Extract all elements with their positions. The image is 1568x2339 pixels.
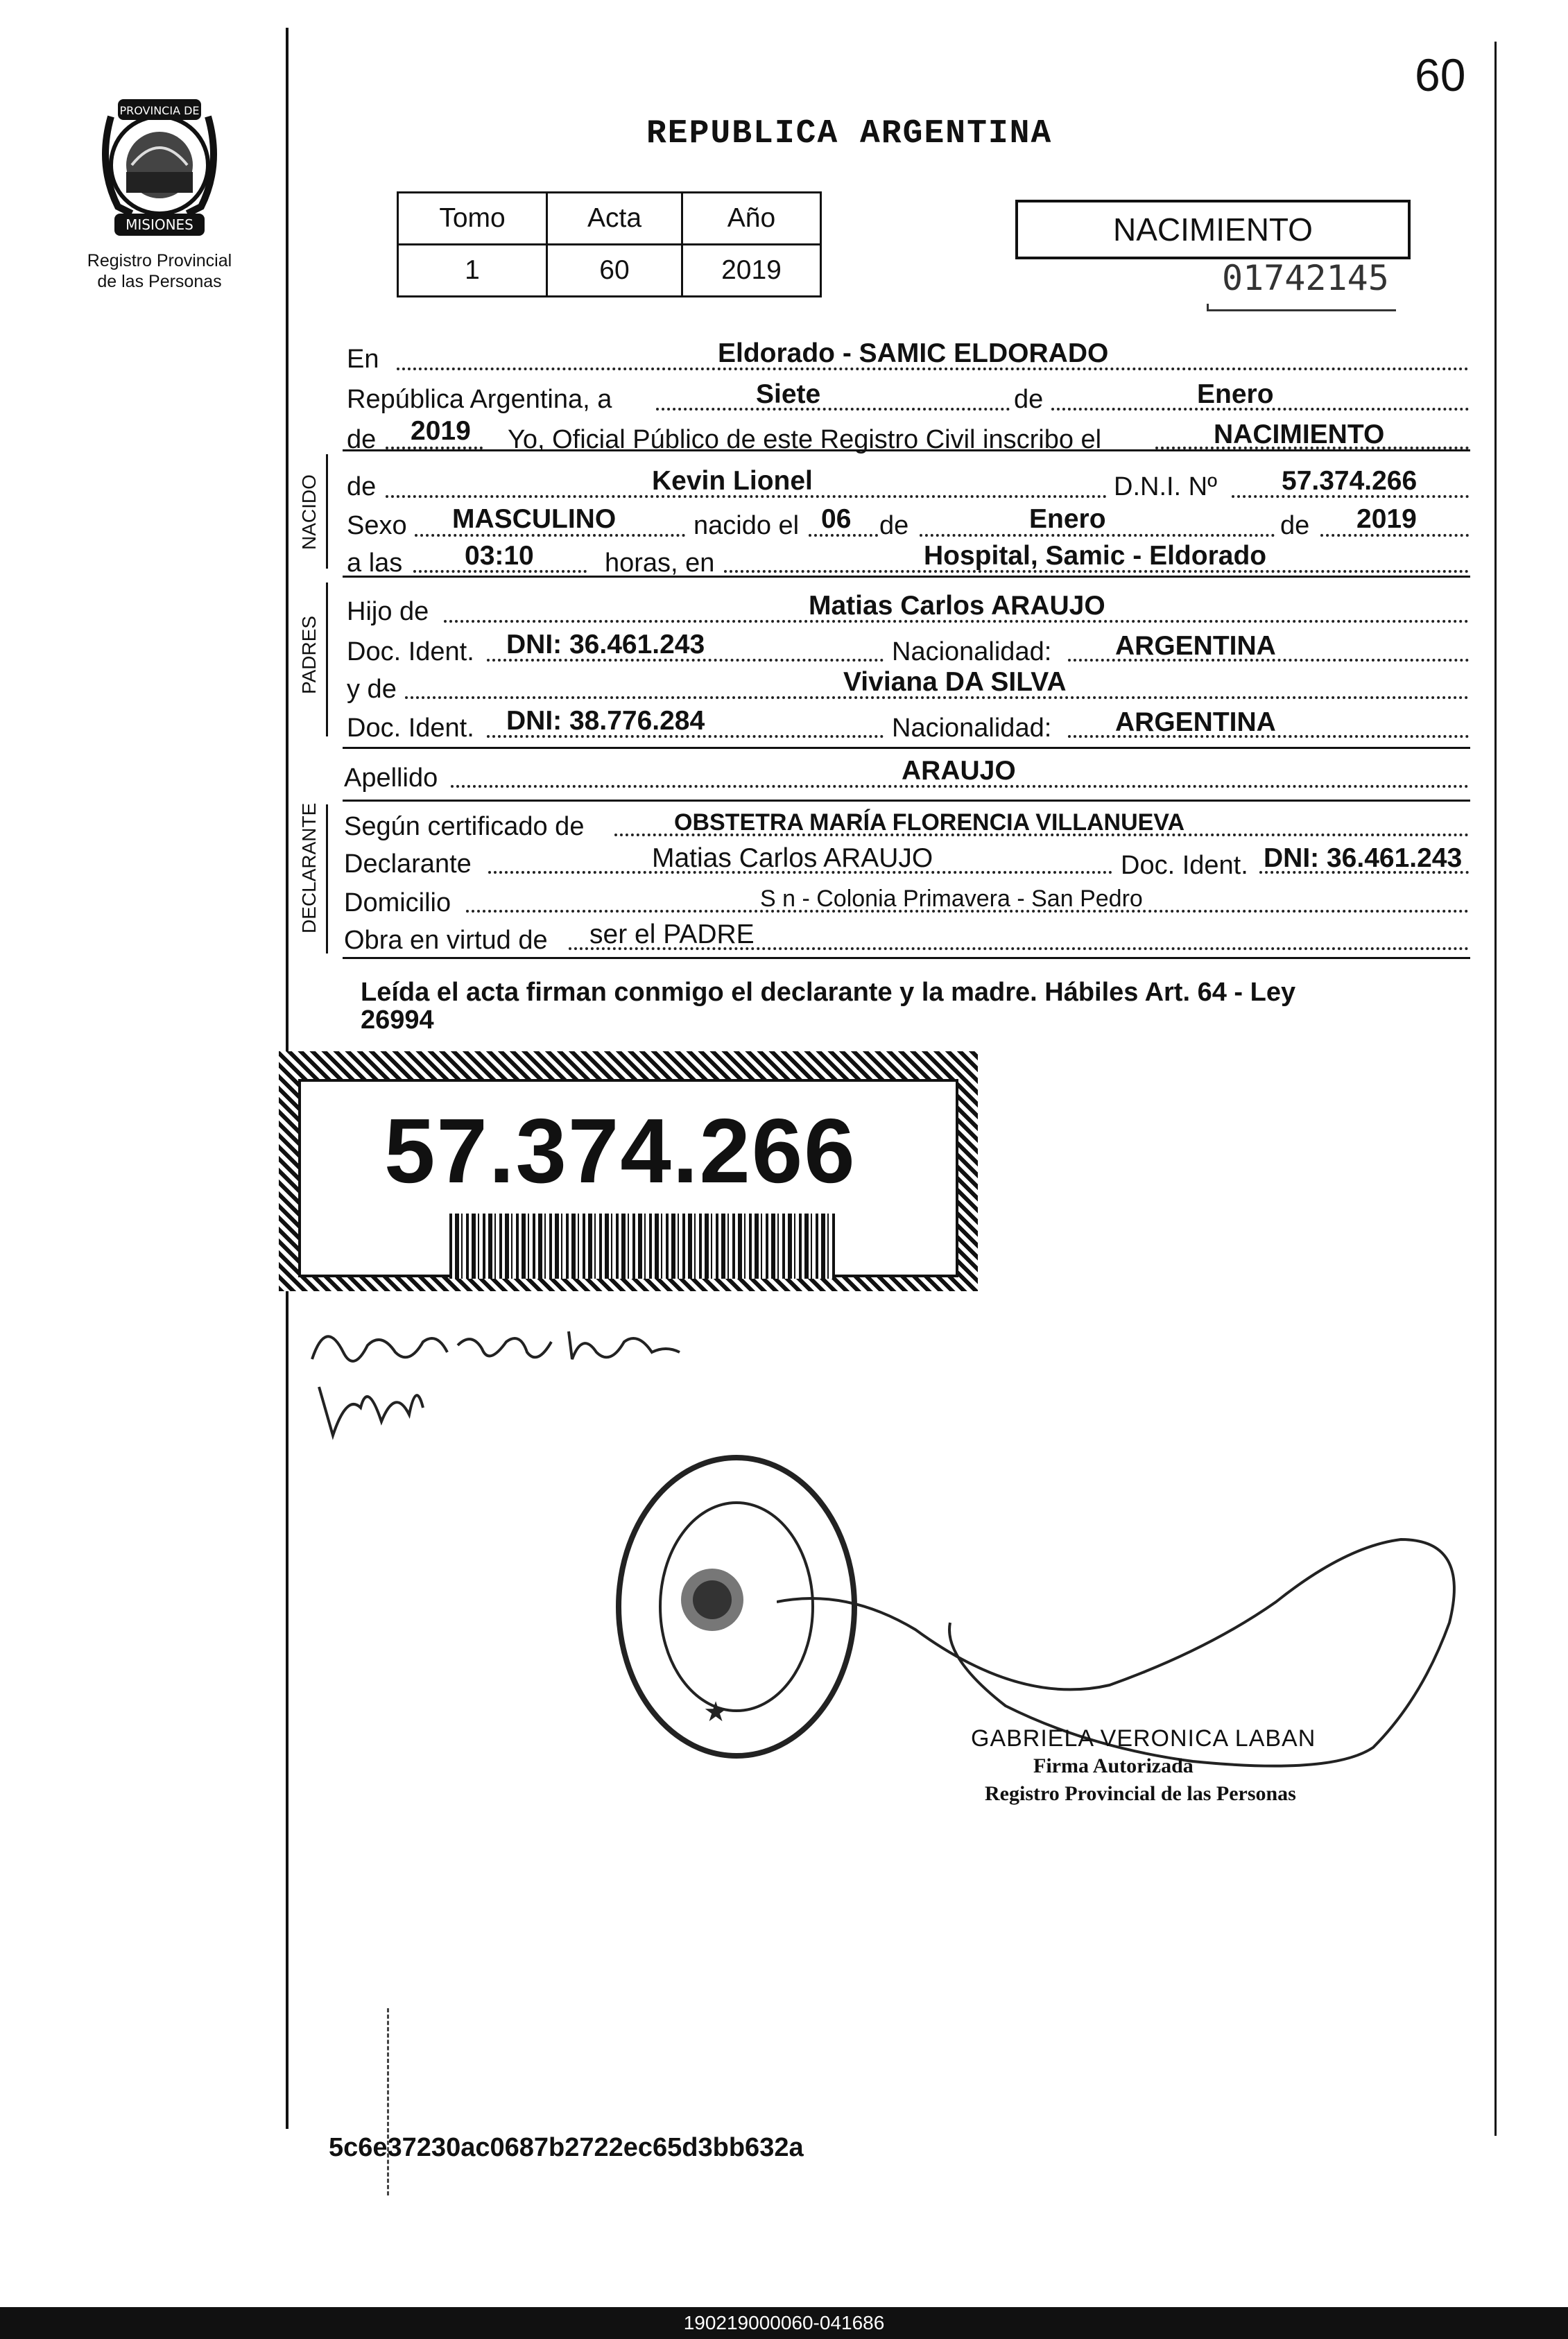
dots-anio	[386, 447, 483, 449]
rule-3	[343, 747, 1470, 749]
value-mes-registro: Enero	[1197, 379, 1274, 409]
label-republica: República Argentina, a	[347, 385, 612, 414]
label-de-mes-nac: de	[879, 511, 909, 540]
value-anio-registro: 2019	[411, 416, 471, 446]
footer-code: 190219000060-041686	[683, 2312, 885, 2333]
label-doc-ident-declarante: Doc. Ident.	[1121, 851, 1248, 880]
table-value-acta: 60	[547, 245, 682, 297]
value-padre: Matias Carlos ARAUJO	[809, 591, 1105, 621]
label-nacionalidad-madre: Nacionalidad:	[892, 714, 1052, 743]
value-obra-en-virtud: ser el PADRE	[589, 920, 755, 949]
table-value-anio: 2019	[682, 245, 821, 297]
label-doc-ident-madre: Doc. Ident.	[347, 714, 474, 743]
id-barcode	[449, 1214, 835, 1279]
label-yo-oficial: Yo, Oficial Público de este Registro Civil inscribo el	[508, 425, 1102, 454]
value-madre: Viviana DA SILVA	[843, 667, 1067, 697]
dots-dia	[656, 408, 1010, 411]
value-padre-doc: DNI: 36.461.243	[506, 630, 705, 659]
record-type-box	[1015, 200, 1411, 259]
label-de-mes: de	[1014, 385, 1044, 414]
label-nacionalidad-padre: Nacionalidad:	[892, 637, 1052, 666]
side-label-padres: PADRES	[298, 615, 320, 694]
id-label-number: 57.374.266	[384, 1100, 856, 1202]
value-anio-nacimiento: 2019	[1356, 504, 1417, 534]
leida-line-2: 26994	[361, 1005, 434, 1035]
label-segun-certificado: Según certificado de	[344, 812, 585, 841]
id-label-inner	[298, 1079, 958, 1277]
label-de-anio-nac: de	[1280, 511, 1310, 540]
value-certificado: OBSTETRA MARÍA FLORENCIA VILLANUEVA	[674, 809, 1185, 836]
value-madre-doc: DNI: 38.776.284	[506, 706, 705, 736]
label-domicilio: Domicilio	[344, 888, 451, 917]
declarant-signature	[305, 1304, 693, 1456]
signer-name: GABRIELA VERONICA LABAN	[971, 1725, 1316, 1752]
value-tipo-inscripcion: NACIMIENTO	[1214, 420, 1385, 449]
svg-text:★: ★	[703, 1696, 728, 1728]
value-mes-nacimiento: Enero	[1029, 504, 1106, 534]
table-header-anio: Año	[682, 193, 821, 245]
label-nacido-el: nacido el	[693, 511, 800, 540]
label-a-las: a las	[347, 549, 403, 578]
svg-text:MISIONES: MISIONES	[126, 216, 193, 233]
value-dia-nacimiento: 06	[821, 504, 852, 534]
nacido-bracket	[326, 454, 328, 569]
value-hora: 03:10	[465, 541, 534, 571]
label-de-anio: de	[347, 425, 377, 454]
rule-4	[343, 800, 1470, 802]
side-label-declarante: DECLARANTE	[298, 802, 320, 933]
document-hash: 5c6e37230ac0687b2722ec65d3bb632a	[329, 2133, 804, 2162]
label-obra-en-virtud: Obra en virtud de	[344, 926, 548, 955]
rule-2	[343, 576, 1470, 578]
value-lugar-nacimiento: Hospital, Samic - Eldorado	[924, 541, 1267, 571]
page-title: REPUBLICA ARGENTINA	[646, 115, 1053, 153]
declarante-bracket	[326, 804, 328, 953]
signer-role: Firma Autorizada	[1033, 1754, 1194, 1777]
right-margin-line	[1494, 42, 1497, 2136]
label-hijo-de: Hijo de	[347, 597, 429, 626]
page-number: 60	[1415, 49, 1466, 101]
svg-text:PROVINCIA DE: PROVINCIA DE	[119, 104, 200, 117]
side-label-nacido: NACIDO	[298, 474, 320, 550]
table-header-tomo: Tomo	[398, 193, 547, 245]
stamp-number: 01742145	[1222, 258, 1389, 298]
value-nombre: Kevin Lionel	[652, 466, 813, 496]
value-padre-nacionalidad: ARGENTINA	[1115, 631, 1276, 661]
label-y-de: y de	[347, 675, 397, 704]
label-horas-en: horas, en	[605, 549, 715, 578]
label-en: En	[347, 345, 379, 374]
stamp-underline	[1207, 304, 1396, 311]
leida-line-1: Leída el acta firman conmigo el declarante y la madre. Hábiles Art. 64 - Ley	[361, 978, 1296, 1007]
registry-table	[397, 191, 822, 297]
value-sexo: MASCULINO	[452, 504, 617, 534]
record-type-label: NACIMIENTO	[1113, 212, 1313, 248]
label-apellido: Apellido	[344, 763, 438, 793]
value-domicilio: S n - Colonia Primavera - San Pedro	[760, 886, 1143, 912]
table-value-tomo: 1	[398, 245, 547, 297]
padres-bracket	[326, 582, 328, 736]
rule-5	[343, 957, 1470, 959]
label-doc-ident-padre: Doc. Ident.	[347, 637, 474, 666]
value-declarante: Matias Carlos ARAUJO	[652, 843, 933, 873]
value-dni: 57.374.266	[1282, 466, 1418, 496]
value-apellido: ARAUJO	[902, 756, 1016, 786]
logo-caption-1: Registro Provincial	[87, 251, 232, 270]
value-declarante-doc: DNI: 36.461.243	[1264, 843, 1463, 873]
footer-bar	[0, 2307, 1568, 2339]
label-declarante: Declarante	[344, 849, 472, 879]
table-header-acta: Acta	[547, 193, 682, 245]
label-sexo: Sexo	[347, 511, 407, 540]
signer-office: Registro Provincial de las Personas	[985, 1782, 1296, 1805]
id-label	[279, 1051, 978, 1291]
value-lugar: Eldorado - SAMIC ELDORADO	[718, 338, 1109, 368]
province-logo	[90, 89, 229, 248]
value-madre-nacionalidad: ARGENTINA	[1115, 707, 1276, 737]
label-de-nombre: de	[347, 472, 377, 501]
value-dia-letras: Siete	[756, 379, 821, 409]
dash-marks	[387, 2008, 392, 2195]
logo-caption-2: de las Personas	[97, 272, 222, 291]
label-dni: D.N.I. Nº	[1114, 472, 1217, 501]
